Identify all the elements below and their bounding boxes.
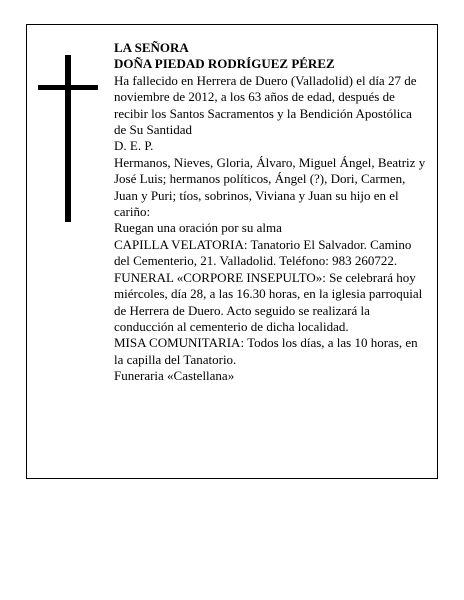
notice-body <box>114 40 427 385</box>
obituary-notice <box>26 24 438 479</box>
death-announcement: Ha fallecido en Herrera de Duero (Valladolid) el día 27 de noviembre de 2012, a los 63 años de edad, después de recibir los Santos Sacramentos y la Bendición Apostólica de Su Santidad <box>114 72 417 138</box>
mass-info: MISA COMUNITARIA: Todos los días, a las 10 horas, en la capilla del Tanatorio. <box>114 335 418 367</box>
deceased-name: DOÑA PIEDAD RODRÍGUEZ PÉREZ <box>114 56 335 72</box>
family-list: Hermanos, Nieves, Gloria, Álvaro, Miguel Ángel, Beatriz y José Luis; hermanos políticos, Ángel (?), Dori, Carmen, Juan y Puri; tíos, sobrinos, Viviana y Juan su hijo en el cariño: <box>114 154 426 220</box>
chapel-info: CAPILLA VELATORIA: Tanatorio El Salvador. Camino del Cementerio, 21. Valladolid. Teléfono: 983 260722. <box>114 236 412 269</box>
cross-horizontal-bar <box>38 85 98 90</box>
notice-title: LA SEÑORA <box>114 40 189 55</box>
funeral-home: Funeraria «Castellana» <box>114 368 235 384</box>
cross-vertical-bar <box>65 55 71 222</box>
cross-icon <box>38 55 98 222</box>
prayer-request: Ruegan una oración por su alma <box>114 220 282 236</box>
funeral-info: FUNERAL «CORPORE INSEPULTO»: Se celebrará hoy miércoles, día 28, a las 16.30 horas, en la iglesia parroquial de Herrera de Duero. Acto seguido se realizará la conducción al cementerio de dicha localidad. <box>114 269 423 334</box>
rip-text: D. E. P. <box>114 138 154 154</box>
